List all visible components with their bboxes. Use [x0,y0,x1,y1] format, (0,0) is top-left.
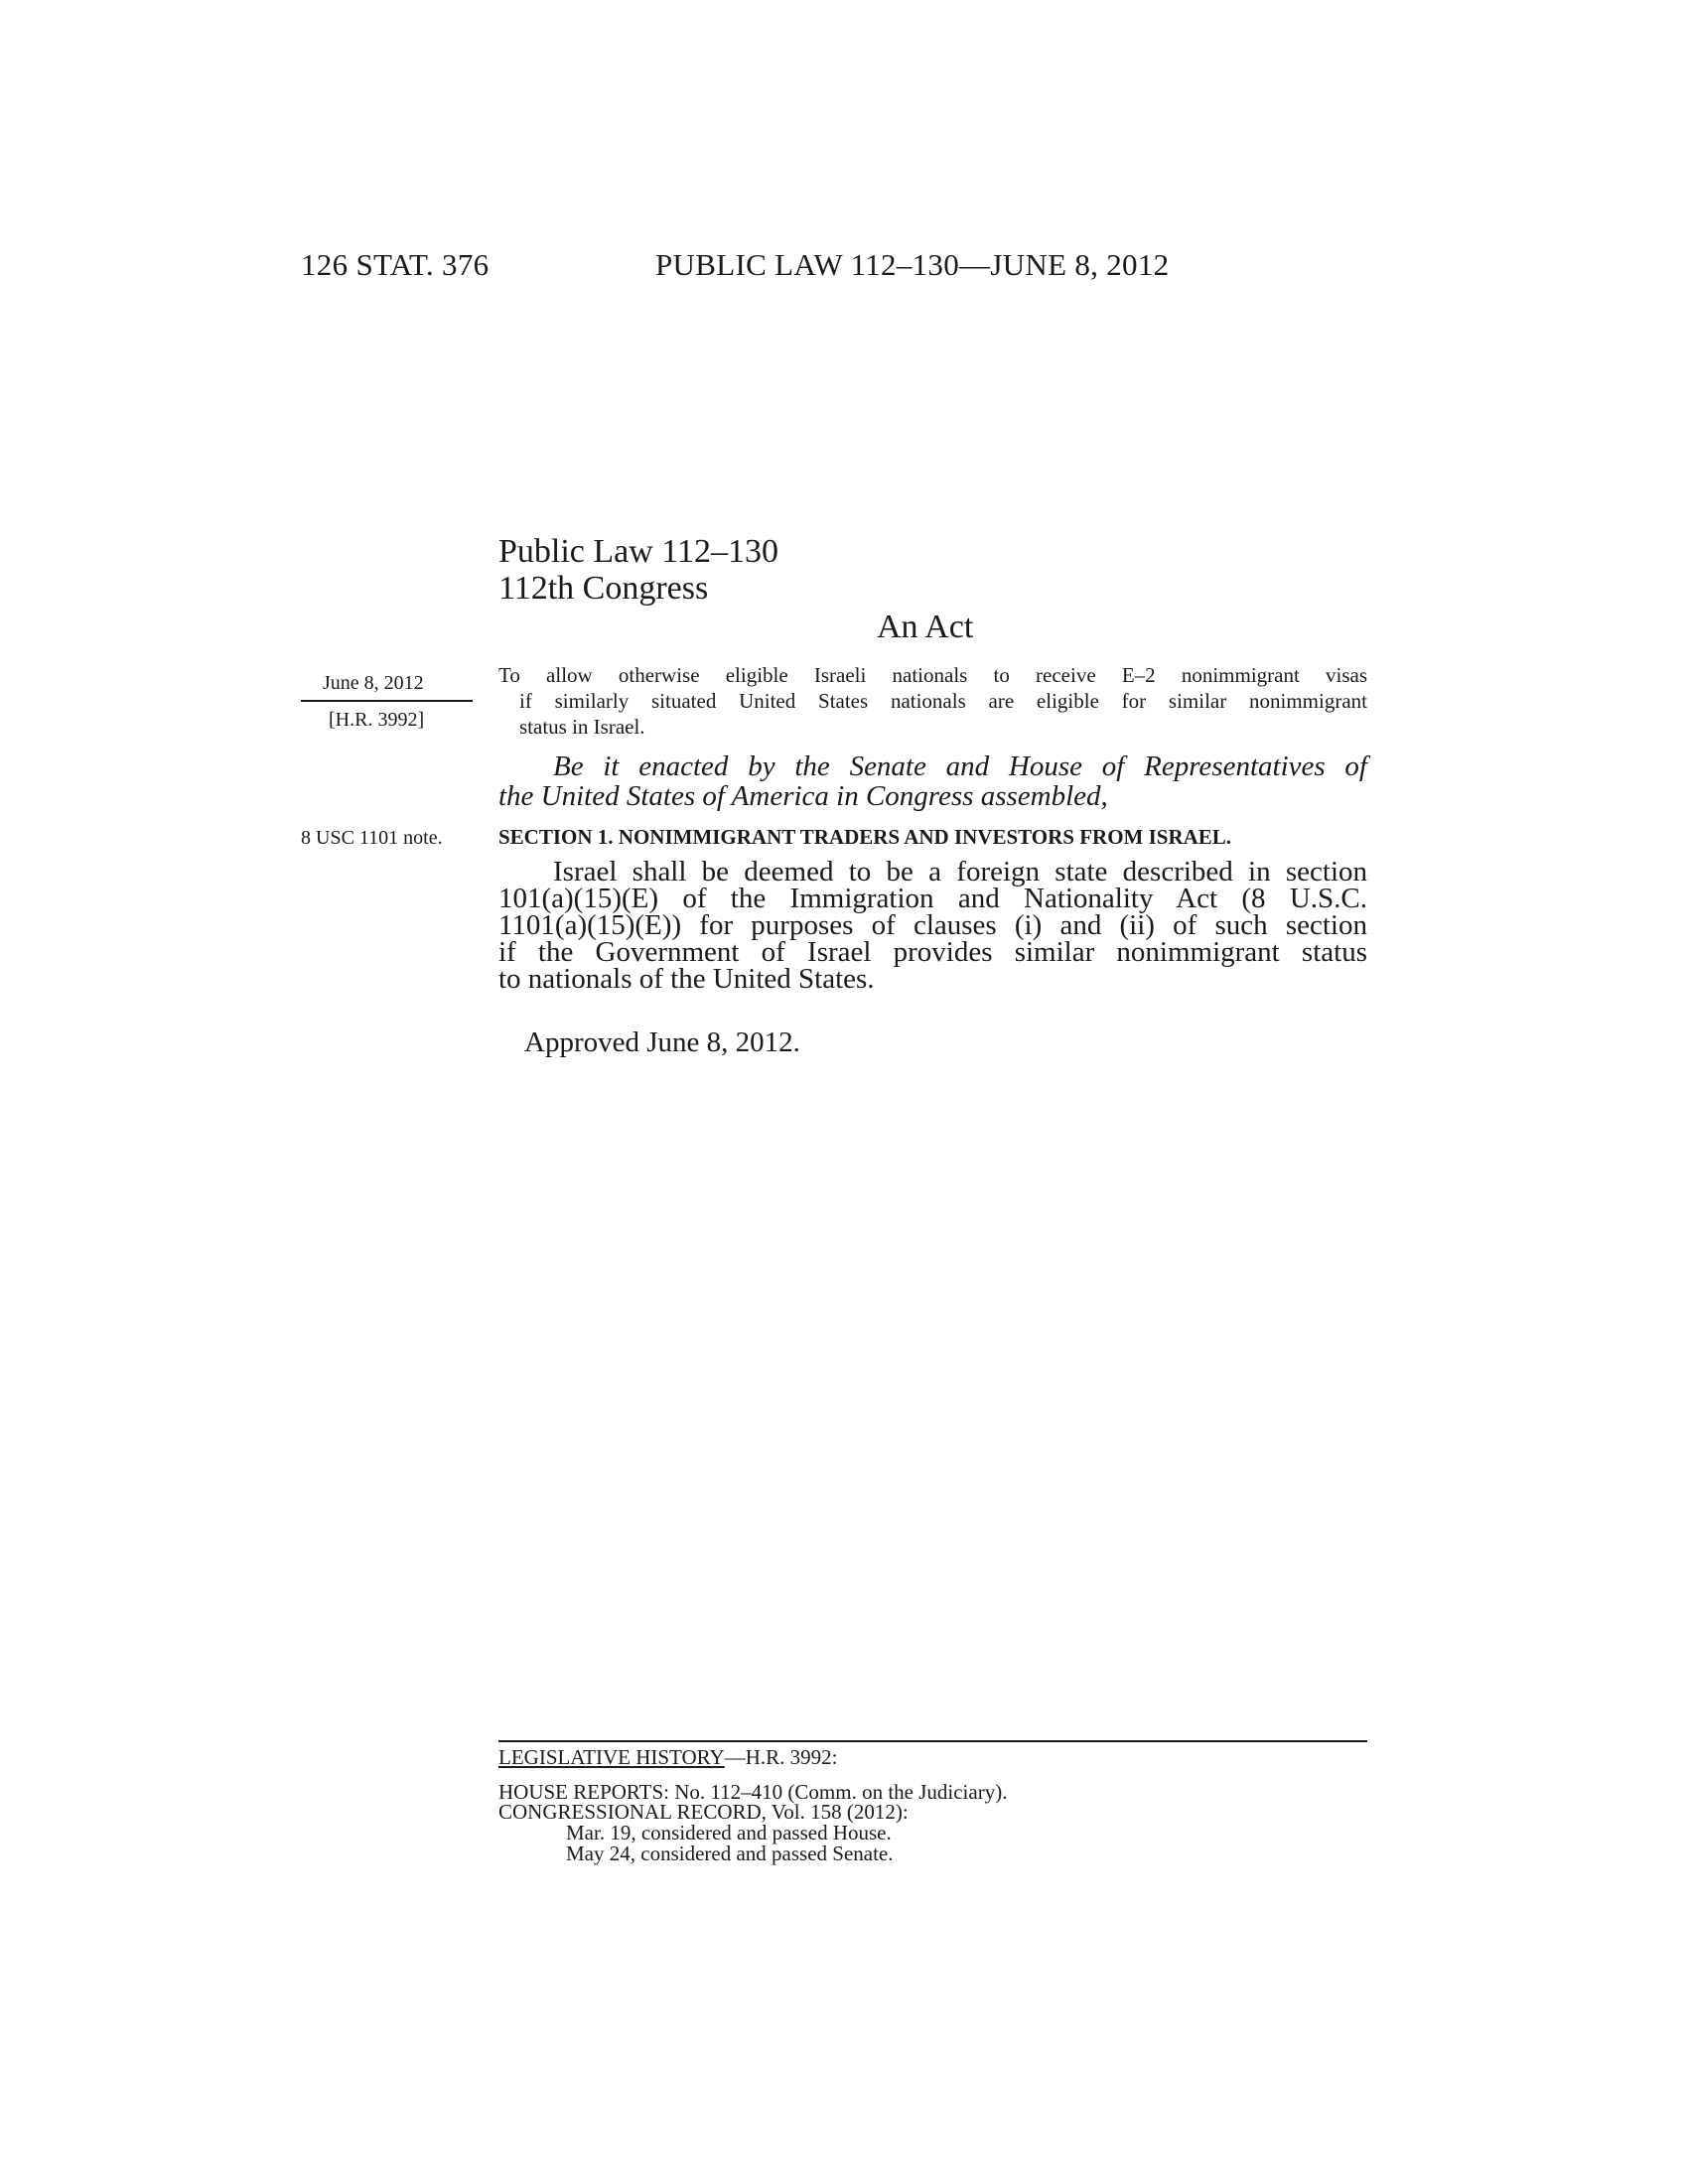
margin-usc-note: 8 USC 1101 note. [301,827,443,849]
purpose-statement [498,662,1367,740]
congress-label: 112th Congress [498,570,709,607]
margin-date-note: June 8, 2012 [323,672,424,694]
enacting-clause [498,751,1367,811]
history-heading-label: LEGISLATIVE HISTORY [498,1745,725,1769]
history-heading-suffix: —H.R. 3992: [724,1745,838,1769]
legislative-history-heading [498,1745,837,1770]
body-line: 1101(a)(15)(E)) for purposes of clauses (i) and (ii) of such section [498,909,1367,941]
running-title: PUBLIC LAW 112–130—JUNE 8, 2012 [655,247,1170,282]
congressional-record: CONGRESSIONAL RECORD, Vol. 158 (2012): [498,1800,909,1824]
history-divider [498,1740,1367,1742]
margin-divider [301,700,473,702]
house-reports: HOUSE REPORTS: No. 112–410 (Comm. on the Judiciary). [498,1780,1008,1804]
body-line: 101(a)(15)(E) of the Immigration and Nationality Act (8 U.S.C. [498,883,1367,914]
enacting-line: Be it enacted by the Senate and House of Representatives of [553,751,1367,782]
history-entry: Mar. 19, considered and passed House. [566,1821,892,1844]
purpose-line: if similarly situated United States nationals are eligible for similar nonimmigrant [519,689,1367,713]
margin-bill-note: [H.R. 3992] [329,709,425,731]
body-line: if the Government of Israel provides similar nonimmigrant status [498,936,1367,968]
act-label: An Act [877,609,974,645]
purpose-line: status in Israel. [519,715,645,739]
section-body [498,856,1367,995]
section-heading: SECTION 1. NONIMMIGRANT TRADERS AND INVESTORS FROM ISRAEL. [498,825,1232,849]
history-entry: May 24, considered and passed Senate. [566,1842,894,1865]
purpose-line: To allow otherwise eligible Israeli nationals to receive E–2 nonimmigrant visas [498,663,1367,687]
approval-date: Approved June 8, 2012. [524,1026,800,1058]
enacting-line: the United States of America in Congress assembled, [498,780,1108,812]
law-title: Public Law 112–130 [498,533,779,570]
page-reference: 126 STAT. 376 [301,247,490,282]
body-line: to nationals of the United States. [498,963,875,995]
body-line: Israel shall be deemed to be a foreign state described in section [553,856,1367,887]
